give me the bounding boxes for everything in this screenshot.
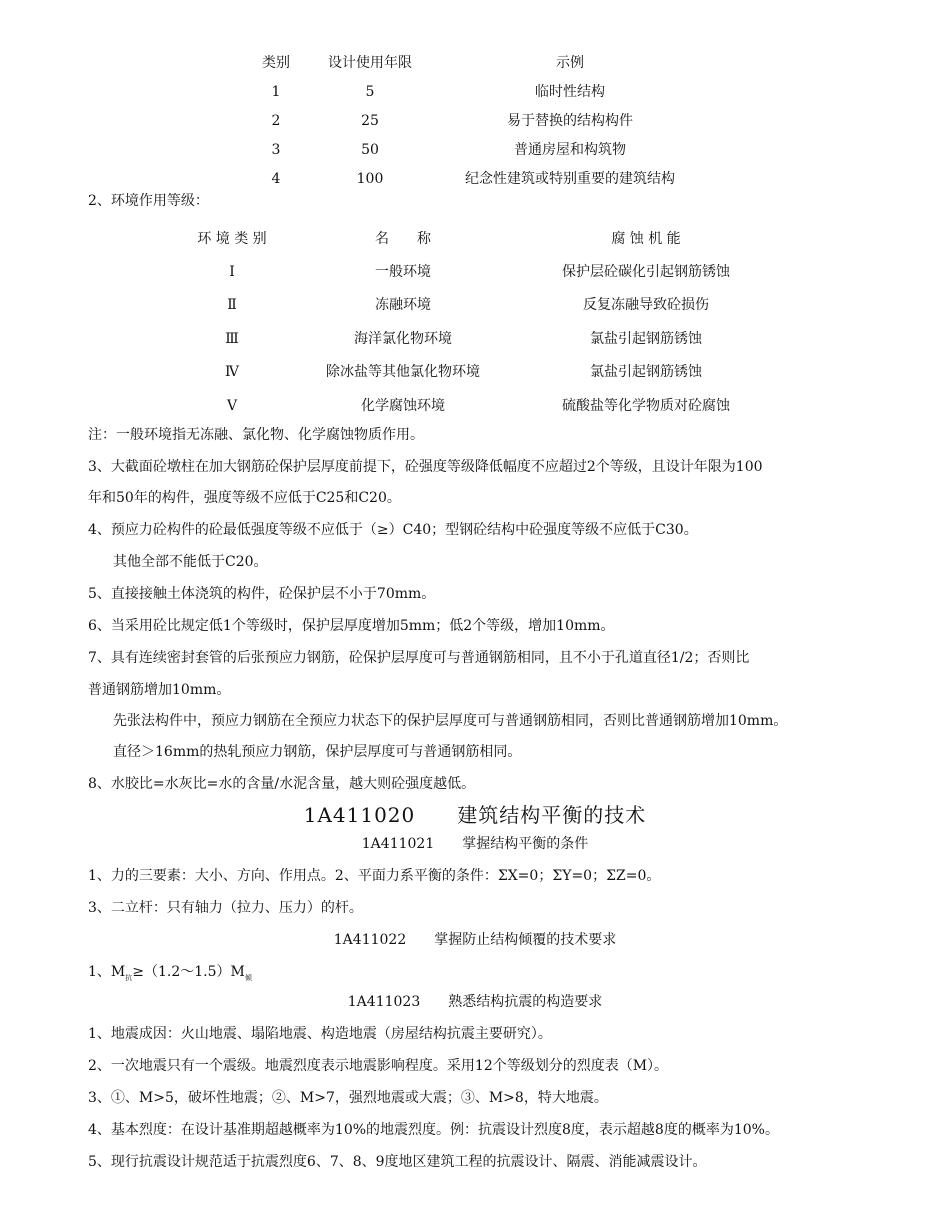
table-cell: 保护层砼碳化引起钢筋锈蚀 — [562, 264, 730, 280]
table-cell: 纪念性建筑或特别重要的建筑结构 — [465, 171, 675, 187]
table-header-example: 示例 — [556, 55, 584, 71]
subsection-heading-22: 1A411022 掌握防止结构倾覆的技术要求 — [333, 932, 617, 948]
paragraph-7a: 7、具有连续密封套管的后张预应力钢筋，砼保护层厚度可与普通钢筋相同，且不小于孔道直径1/2；否则比 — [88, 650, 750, 666]
formula-overturning — [88, 962, 868, 988]
paragraph-4b: 其他全部不能低于C20。 — [113, 554, 268, 570]
table-cell: 化学腐蚀环境 — [361, 398, 445, 414]
table-cell: Ⅴ — [226, 398, 238, 414]
paragraph-5: 5、直接接触土体浇筑的构件，砼保护层不小于70mm。 — [88, 586, 436, 602]
table-cell: 1 — [271, 84, 281, 100]
table-cell: Ⅲ — [225, 331, 239, 347]
paragraph-6: 6、当采用砼比规定低1个等级时，保护层厚度增加5mm；低2个等级，增加10mm。 — [88, 618, 615, 634]
paragraph-3b: 年和50年的构件，强度等级不应低于C25和C20。 — [88, 490, 401, 506]
section-heading: 1A411020 建筑结构平衡的技术 — [303, 803, 647, 827]
table-cell: Ⅳ — [225, 364, 239, 380]
table-cell: 普通房屋和构筑物 — [514, 142, 626, 158]
section-title-environment: 2、环境作用等级： — [88, 193, 209, 209]
formula-sub-overturn: 倾 — [244, 974, 252, 982]
table-cell: 25 — [361, 113, 379, 129]
table-cell: Ⅱ — [227, 297, 237, 313]
table-cell: 临时性结构 — [535, 84, 605, 100]
table-cell: 100 — [356, 171, 384, 187]
table-cell: 4 — [271, 171, 281, 187]
paragraph-23-4: 4、基本烈度：在设计基准期超越概率为10%的地震烈度。例：抗震设计烈度8度，表示超越8度的概率为10%。 — [88, 1122, 779, 1138]
paragraph-23-1: 1、地震成因：火山地震、塌陷地震、构造地震（房屋结构抗震主要研究）。 — [88, 1026, 552, 1042]
paragraph-4: 4、预应力砼构件的砼最低强度等级不应低于（≥）C40；型钢砼结构中砼强度等级不应低于C30。 — [88, 522, 698, 538]
table-cell: 氯盐引起钢筋锈蚀 — [590, 331, 702, 347]
table-cell: 海洋氯化物环境 — [354, 331, 452, 347]
paragraph-7d: 直径＞16mm的热轧预应力钢筋，保护层厚度可与普通钢筋相同。 — [113, 744, 522, 760]
table-cell: 硫酸盐等化学物质对砼腐蚀 — [562, 398, 730, 414]
table-header-name: 名 称 — [375, 231, 431, 247]
formula-mid: ≥（1.2～1.5）M — [132, 964, 245, 980]
paragraph-23-2: 2、一次地震只有一个震级。地震烈度表示地震影响程度。采用12个等级划分的烈度表（M）。 — [88, 1058, 669, 1074]
subsection-heading-21: 1A411021 掌握结构平衡的条件 — [361, 836, 589, 852]
subsection-heading-23: 1A411023 熟悉结构抗震的构造要求 — [347, 994, 603, 1010]
paragraph-8: 8、水胶比=水灰比=水的含量/水泥含量，越大则砼强度越低。 — [88, 776, 476, 792]
table-cell: 3 — [271, 142, 281, 158]
table-cell: 冻融环境 — [375, 297, 431, 313]
paragraph-3a: 3、大截面砼墩柱在加大钢筋砼保护层厚度前提下，砼强度等级降低幅度不应超过2个等级，且设计年限为100 — [88, 459, 763, 475]
table-cell: 5 — [365, 84, 375, 100]
table-cell: 2 — [271, 113, 281, 129]
table-cell: 一般环境 — [375, 264, 431, 280]
table-header-env-class: 环 境 类 别 — [197, 231, 267, 247]
table-header-category: 类别 — [262, 55, 290, 71]
table-cell: 50 — [361, 142, 379, 158]
table-cell: 氯盐引起钢筋锈蚀 — [590, 364, 702, 380]
paragraph-7b: 普通钢筋增加10mm。 — [88, 682, 231, 698]
note: 注：一般环境指无冻融、氯化物、化学腐蚀物质作用。 — [88, 427, 424, 443]
paragraph-23-5: 5、现行抗震设计规范适于抗震烈度6、7、8、9度地区建筑工程的抗震设计、隔震、消能减震设计。 — [88, 1154, 707, 1170]
table-header-years: 设计使用年限 — [328, 55, 412, 71]
paragraph-7c: 先张法构件中，预应力钢筋在全预应力状态下的保护层厚度可与普通钢筋相同，否则比普通钢筋增加10mm。 — [113, 713, 788, 729]
paragraph-23-3: 3、①、M>5，破坏性地震；②、M>7，强烈地震或大震；③、M>8，特大地震。 — [88, 1090, 608, 1106]
table-cell: Ⅰ — [229, 264, 235, 280]
table-cell: 易于替换的结构构件 — [507, 113, 633, 129]
formula-prefix: 1、M — [88, 964, 126, 980]
paragraph-21a: 1、力的三要素：大小、方向、作用点。2、平面力系平衡的条件：ΣX=0；ΣY=0；ΣZ=0。 — [88, 868, 661, 884]
paragraph-21b: 3、二立杆：只有轴力（拉力、压力）的杆。 — [88, 900, 363, 916]
table-cell: 反复冻融导致砼损伤 — [583, 297, 709, 313]
formula-sub-resist: 抗 — [125, 974, 133, 982]
table-cell: 除冰盐等其他氯化物环境 — [326, 364, 480, 380]
table-header-mechanism: 腐 蚀 机 能 — [611, 231, 681, 247]
